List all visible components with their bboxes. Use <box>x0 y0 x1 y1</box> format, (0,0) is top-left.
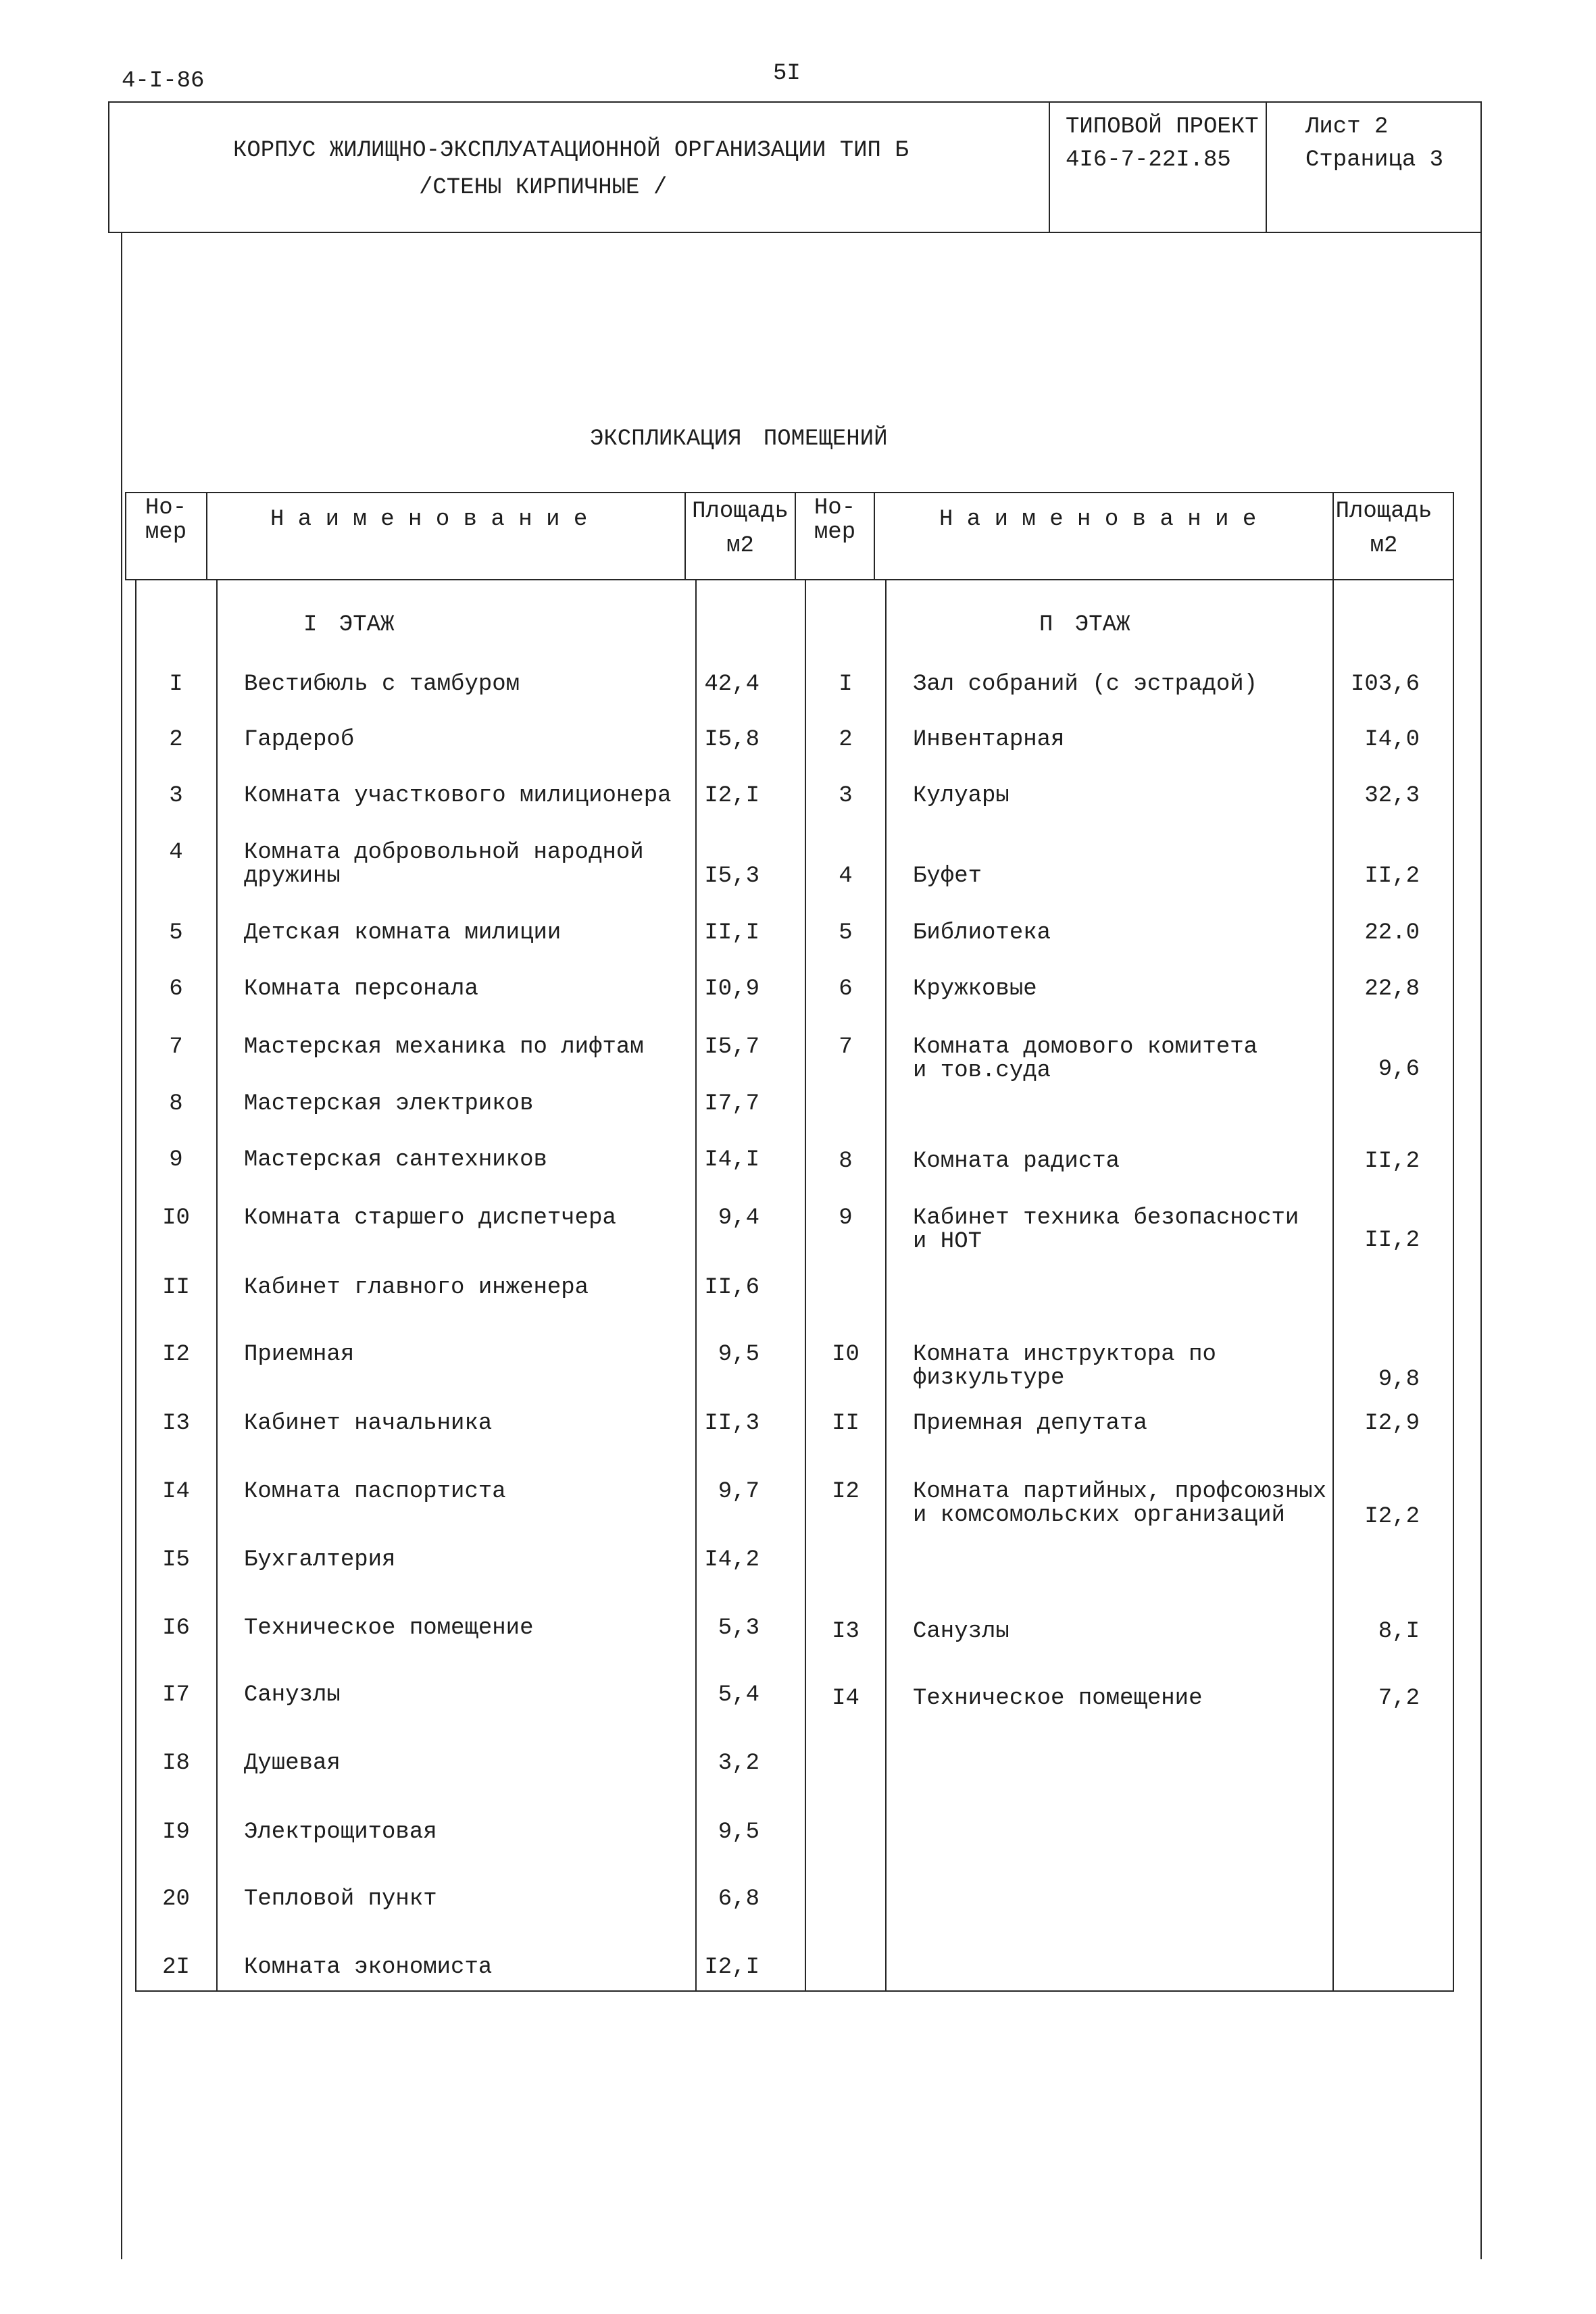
room-number: 20 <box>162 1886 190 1912</box>
room-area: 22,8 <box>1364 976 1420 1002</box>
room-name: Комната инструктора по физкультуре <box>913 1342 1216 1391</box>
title-block-divider <box>1049 101 1050 233</box>
column-header-number: Но- мер <box>814 495 856 545</box>
room-number: II <box>162 1275 190 1301</box>
frame-line-left <box>121 233 122 2259</box>
column-header-area: Площадь м2 <box>1335 499 1432 559</box>
document-subtitle: /СТЕНЫ КИРПИЧНЫЕ / <box>419 175 668 201</box>
room-area: 3,2 <box>718 1751 759 1776</box>
room-number: 2 <box>169 727 183 753</box>
project-label: ТИПОВОЙ ПРОЕКТ <box>1066 114 1259 140</box>
room-number: I4 <box>162 1479 190 1505</box>
room-number: II <box>832 1411 859 1436</box>
room-name: Приемная депутата <box>913 1411 1147 1436</box>
room-number: 9 <box>839 1205 853 1231</box>
room-area: II,2 <box>1364 1228 1420 1253</box>
room-area: I5,8 <box>704 727 759 753</box>
room-number: 7 <box>839 1034 853 1060</box>
room-area: I2,2 <box>1364 1504 1420 1530</box>
room-name: Тепловой пункт <box>244 1886 437 1912</box>
room-area: I0,9 <box>704 976 759 1002</box>
room-number: 8 <box>839 1149 853 1174</box>
title-block <box>108 101 1482 233</box>
room-name: Инвентарная <box>913 727 1065 753</box>
room-name: Кабинет начальника <box>244 1411 493 1436</box>
room-area: 7,2 <box>1378 1686 1420 1711</box>
room-area: II,2 <box>1364 863 1420 889</box>
room-number: I3 <box>162 1411 190 1436</box>
room-name: Санузлы <box>244 1682 341 1708</box>
room-area: 6,8 <box>718 1886 759 1912</box>
room-name: Зал собраний (с эстрадой) <box>913 672 1258 697</box>
room-area: 9,5 <box>718 1819 759 1845</box>
room-number: 5 <box>169 920 183 946</box>
room-name: Комната добровольной народной дружины <box>244 840 644 889</box>
page-label: Страница 3 <box>1305 147 1444 173</box>
room-area: 5,4 <box>718 1682 759 1708</box>
section-label-floor2: П ЭТАЖ <box>1039 612 1130 638</box>
room-number: I6 <box>162 1615 190 1641</box>
room-number: I3 <box>832 1619 859 1644</box>
room-number: 5 <box>839 920 853 946</box>
room-area: 9,5 <box>718 1342 759 1367</box>
room-area: I2,9 <box>1364 1411 1420 1436</box>
room-name: Кружковые <box>913 976 1037 1002</box>
room-area: I4,0 <box>1364 727 1420 753</box>
room-name: Приемная <box>244 1342 355 1367</box>
room-name: Техническое помещение <box>913 1686 1203 1711</box>
table-title: ЭКСПЛИКАЦИЯ ПОМЕЩЕНИЙ <box>590 426 888 452</box>
room-name: Бухгалтерия <box>244 1547 396 1573</box>
room-name: Мастерская электриков <box>244 1091 534 1117</box>
room-name: Комната радиста <box>913 1149 1120 1174</box>
room-name: Электрощитовая <box>244 1819 437 1845</box>
room-number: I7 <box>162 1682 190 1708</box>
room-number: 6 <box>169 976 183 1002</box>
room-number: I2 <box>832 1479 859 1505</box>
room-area: 8,I <box>1378 1619 1420 1644</box>
column-header-name: Н а и м е н о в а н и е <box>939 507 1257 532</box>
room-name: Кабинет главного инженера <box>244 1275 589 1301</box>
room-area: I2,I <box>704 1955 759 1980</box>
room-area: II,3 <box>704 1411 759 1436</box>
room-number: I5 <box>162 1547 190 1573</box>
column-header-number: Но- мер <box>145 495 187 545</box>
room-name: Комната экономиста <box>244 1955 493 1980</box>
room-number: I0 <box>832 1342 859 1367</box>
room-area: II,6 <box>704 1275 759 1301</box>
room-name: Комната партийных, профсоюзных и комсомольских организаций <box>913 1479 1327 1528</box>
room-number: 2I <box>162 1955 190 1980</box>
room-name: Комната участкового милиционера <box>244 783 672 809</box>
room-area: 9,8 <box>1378 1367 1420 1392</box>
room-number: I8 <box>162 1751 190 1776</box>
room-name: Гардероб <box>244 727 355 753</box>
room-name: Мастерская механика по лифтам <box>244 1034 644 1060</box>
page-number: 5I <box>773 61 801 86</box>
room-area: 22.0 <box>1364 920 1420 946</box>
room-number: 4 <box>169 840 183 865</box>
room-area: 9,4 <box>718 1205 759 1231</box>
room-area: II,I <box>704 920 759 946</box>
room-area: 9,6 <box>1378 1057 1420 1082</box>
room-number: I4 <box>832 1686 859 1711</box>
room-number: I <box>839 672 853 697</box>
room-name: Комната домового комитета и тов.суда <box>913 1034 1258 1084</box>
room-name: Санузлы <box>913 1619 1009 1644</box>
room-area: 5,3 <box>718 1615 759 1641</box>
room-name: Комната старшего диспетчера <box>244 1205 616 1231</box>
room-name: Буфет <box>913 863 982 889</box>
room-area: I03,6 <box>1350 672 1420 697</box>
room-name: Библиотека <box>913 920 1051 946</box>
room-name: Кулуары <box>913 783 1009 809</box>
room-area: I5,3 <box>704 863 759 889</box>
title-block-divider <box>1266 101 1267 233</box>
room-number: 3 <box>839 783 853 809</box>
room-area: 9,7 <box>718 1479 759 1505</box>
room-area: I7,7 <box>704 1091 759 1117</box>
room-number: 4 <box>839 863 853 889</box>
room-area: I2,I <box>704 783 759 809</box>
room-name: Комната паспортиста <box>244 1479 506 1505</box>
room-name: Душевая <box>244 1751 341 1776</box>
sheet-number: Лист 2 <box>1305 114 1389 140</box>
room-area: 32,3 <box>1364 783 1420 809</box>
column-header-name: Н а и м е н о в а н и е <box>270 507 588 532</box>
room-area: I4,2 <box>704 1547 759 1573</box>
column-header-area: Площадь м2 <box>692 499 789 559</box>
room-number: I9 <box>162 1819 190 1845</box>
room-number: I2 <box>162 1342 190 1367</box>
room-number: I0 <box>162 1205 190 1231</box>
document-code: 4-I-86 <box>122 68 205 94</box>
room-name: Комната персонала <box>244 976 478 1002</box>
room-number: 7 <box>169 1034 183 1060</box>
room-name: Кабинет техника безопасности и НОТ <box>913 1205 1299 1255</box>
room-number: 9 <box>169 1147 183 1173</box>
room-area: II,2 <box>1364 1149 1420 1174</box>
room-number: I <box>169 672 183 697</box>
room-name: Детская комната милиции <box>244 920 562 946</box>
frame-line-right <box>1480 233 1482 2259</box>
room-name: Мастерская сантехников <box>244 1147 547 1173</box>
section-label-floor1: I ЭТАЖ <box>303 612 395 638</box>
room-number: 2 <box>839 727 853 753</box>
room-area: I5,7 <box>704 1034 759 1060</box>
room-number: 3 <box>169 783 183 809</box>
room-area: I4,I <box>704 1147 759 1173</box>
document-title: КОРПУС ЖИЛИЩНО-ЭКСПЛУАТАЦИОННОЙ ОРГАНИЗАЦИИ ТИП Б <box>233 138 909 164</box>
room-number: 8 <box>169 1091 183 1117</box>
project-number: 4I6-7-22I.85 <box>1066 147 1231 173</box>
room-number: 6 <box>839 976 853 1002</box>
room-area: 42,4 <box>704 672 759 697</box>
room-name: Техническое помещение <box>244 1615 534 1641</box>
room-name: Вестибюль с тамбуром <box>244 672 520 697</box>
